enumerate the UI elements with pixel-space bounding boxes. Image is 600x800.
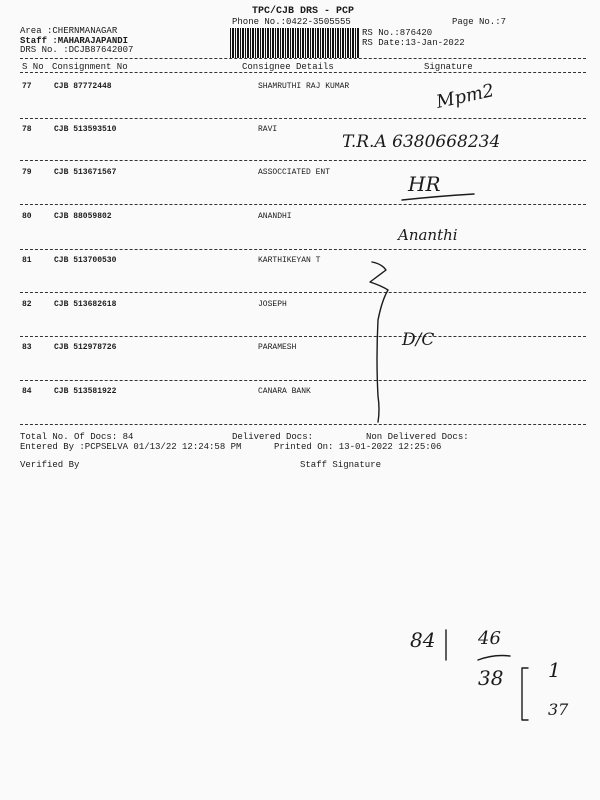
row-consignment-no: CJB 513671567 [54,168,117,177]
row-sno: 82 [22,300,32,309]
row-sno: 78 [22,125,32,134]
column-header-consignee: Consignee Details [242,62,334,72]
divider [20,72,586,73]
row-sno: 80 [22,212,32,221]
document-title: TPC/CJB DRS - PCP [252,6,355,17]
divider [20,380,586,381]
staff-signature: Staff Signature [300,460,382,470]
divider [20,424,586,425]
staff-label: Staff :MAHARAJAPANDI [20,36,129,46]
tally-bracket [522,668,528,720]
area-label: Area :CHERNMANAGAR [20,26,118,36]
row-consignee: ASSOCCIATED ENT [258,168,331,177]
handwritten-note: 37 [548,700,569,719]
row-sno: 81 [22,256,32,265]
row-consignment-no: CJB 88059802 [54,212,112,221]
handwritten-note: 1 [548,658,561,682]
row-consignment-no: CJB 513593510 [54,125,117,134]
row-signature: Mpm2 [434,80,497,113]
divider [20,118,586,119]
page-number: Page No.:7 [452,17,507,27]
non-delivered-docs: Non Delivered Docs: [366,432,469,442]
handwritten-note: 46 [478,628,501,649]
row-consignee: PARAMESH [258,343,297,352]
total-docs: Total No. Of Docs: 84 [20,432,134,442]
drs-number: DRS No. :DCJB87642007 [20,45,134,55]
row-signature: T.R.A 6380668234 [342,132,501,152]
row-consignment-no: CJB 513700530 [54,256,117,265]
row-consignee: JOSEPH [258,300,287,309]
row-signature: HR [408,172,441,196]
divider [20,160,586,161]
divider [20,292,586,293]
handwritten-note: 38 [478,666,504,690]
row-signature: D/C [402,330,435,350]
barcode [230,28,360,58]
phone-number: Phone No.:0422-3505555 [232,17,351,27]
divider [20,249,586,250]
column-header-consignment: Consignment No [52,62,128,72]
printed-on: Printed On: 13-01-2022 12:25:06 [274,442,442,452]
fraction-line [478,656,510,661]
delivered-docs: Delivered Docs: [232,432,314,442]
row-consignment-no: CJB 513581922 [54,387,117,396]
row-sno: 77 [22,82,32,91]
rs-date: RS Date:13-Jan-2022 [362,38,465,48]
row-sno: 84 [22,387,32,396]
row-consignment-no: CJB 513682618 [54,300,117,309]
row-consignment-no: CJB 512978726 [54,343,117,352]
rs-number: RS No.:876420 [362,28,433,38]
row-sno: 79 [22,168,32,177]
row-consignee: KARTHIKEYAN T [258,256,321,265]
column-header-signature: Signature [424,62,473,72]
row-signature: Ananthi [398,226,458,244]
handwritten-note: 84 [410,628,436,652]
row-consignee: SHAMRUTHI RAJ KUMAR [258,82,350,91]
row-consignee: ANANDHI [258,212,292,221]
verified-by: Verified By [20,460,80,470]
entered-by: Entered By :PCPSELVA 01/13/22 12:24:58 PM [20,442,242,452]
divider [20,336,586,337]
row-consignment-no: CJB 87772448 [54,82,112,91]
column-header-sno: S No [22,62,44,72]
bracket-stroke [370,262,388,422]
row-consignee: CANARA BANK [258,387,311,396]
row-sno: 83 [22,343,32,352]
divider [20,204,586,205]
row-consignee: RAVI [258,125,278,134]
divider [20,58,586,59]
